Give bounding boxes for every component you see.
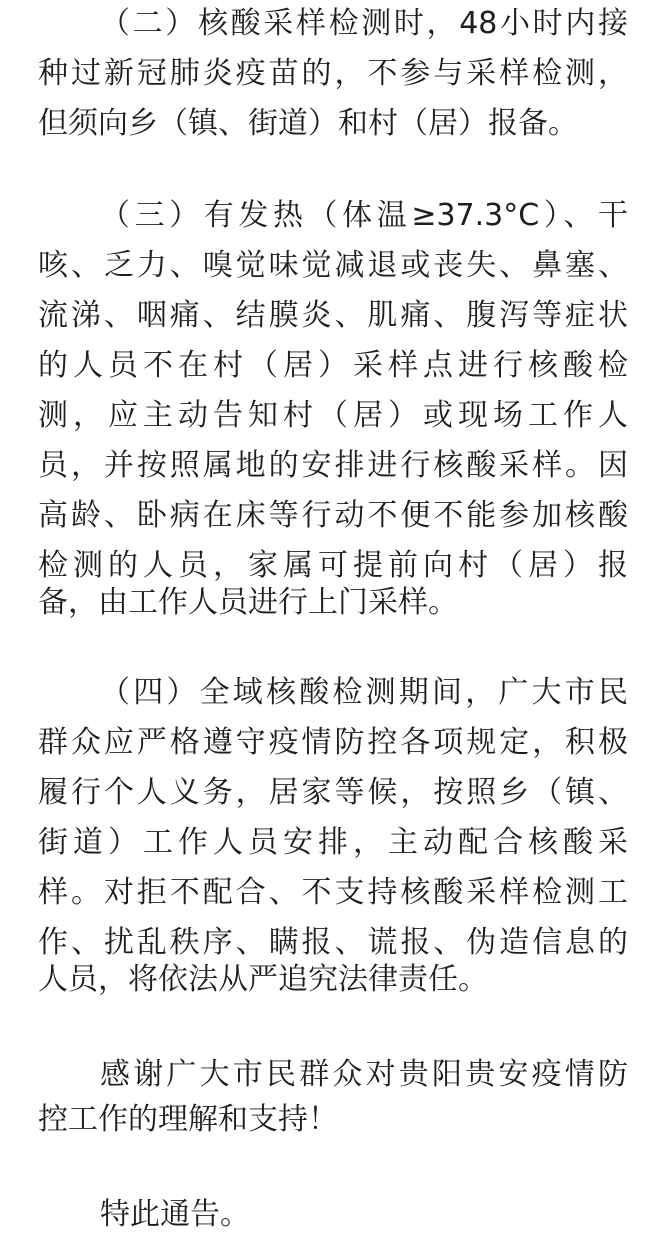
text-line: （四）全域核酸检测期间，广大市民 [100,675,628,710]
text-line: 群众应严格遵守疫情防控各项规定，积极 [38,725,628,760]
text-line: 作、扰乱秩序、瞒报、谎报、伪造信息的 [38,925,628,960]
text-line: （二）核酸采样检测时，48小时内接 [100,6,628,41]
text-line: 种过新冠肺炎疫苗的，不参与采样检测， [38,56,628,91]
text-line: 感谢广大市民群众对贵阳贵安疫情防 [100,1057,628,1092]
text-line: 人员，将依法从严追究法律责任。 [38,962,488,997]
text-line: 流涕、咽痛、结膜炎、肌痛、腹泻等症状 [38,298,628,333]
text-line: 咳、乏力、嗅觉味觉减退或丧失、鼻塞、 [38,248,628,283]
text-line: 测，应主动告知村（居）或现场工作人 [38,398,628,433]
text-line: 高龄、卧病在床等行动不便不能参加核酸 [38,498,628,533]
text-line: （三）有发热（体温≥37.3°C）、干 [100,198,628,233]
text-line: 街道）工作人员安排，主动配合核酸采 [38,825,628,860]
text-line: 样。对拒不配合、不支持核酸采样检测工 [38,875,628,910]
text-line: 控工作的理解和支持！ [38,1102,338,1137]
text-line: 但须向乡（镇、街道）和村（居）报备。 [38,106,578,141]
text-line: 的人员不在村（居）采样点进行核酸检 [38,348,628,383]
text-line: 履行个人义务，居家等候，按照乡（镇、 [38,775,628,810]
text-line: 备，由工作人员进行上门采样。 [38,585,458,620]
closing-text: 特此通告。 [100,1197,250,1232]
text-line: 员，并按照属地的安排进行核酸采样。因 [38,448,628,483]
text-line: 检测的人员，家属可提前向村（居）报 [38,548,628,583]
